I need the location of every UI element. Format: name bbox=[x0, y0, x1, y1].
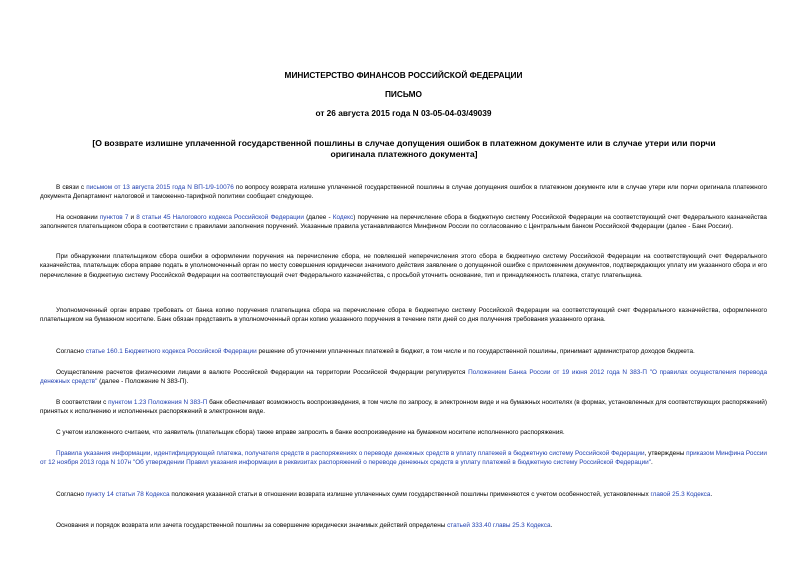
text: Осуществление расчетов физическими лицами в валюте Российской Федерации на территории Российской Федерации регулируется bbox=[56, 369, 469, 376]
paragraph-5 bbox=[40, 347, 767, 356]
text: банк обеспечивает возможность воспроизведения, в том числе по запросу, в электронном виде и на бумажных носителях (в формах, установленных для соответствующих распоряжений) принятых к исполнению и исполненных распоряжений в электронном виде. bbox=[40, 399, 767, 416]
paragraph-10 bbox=[40, 490, 767, 499]
text: решение об уточнении уплаченных платежей в бюджет, в том числе и по государственной пошлины, принимает администратор доходов бюджета. bbox=[256, 348, 695, 355]
link-chapter-25-3[interactable]: главой 25.3 Кодекса bbox=[650, 491, 711, 498]
paragraph-9 bbox=[40, 449, 767, 468]
text: ) поручение на перечисление сбора в бюджетную систему Российской Федерации на соответствующий счет Федерального казначейства заполняется плательщиком сбора в соответствии с правилами заполнения поручений. Указанные правила устанавливаются Минфином России по согласованию с Центральным банком Российской Федерации (далее - Банк России). bbox=[40, 214, 767, 231]
text: положения указанной статьи в отношении возврата излишне уплаченных сумм государственной пошлины применяются с учетом особенностей, установленных bbox=[169, 491, 651, 498]
text: При обнаружении плательщиком сбора ошибки в оформлении поручения на перечисление сбора, не повлекшей неперечисления этого сбора в бюджетную систему Российской Федерации на соответствующий счет Федерального казначейства, плательщик сбора вправе подать в уполномоченный орган по месту совершения юридически значимого действия заявление о допущенной ошибке с приложением документов, подтверждающих уплату им указанного сбора и его перечисление в бюджетную систему Российской Федерации на соответствующий счет Федерального казначейства, с просьбой уточнить основание, тип и принадлежность платежа, статус плательщика. bbox=[40, 253, 767, 279]
paragraph-6 bbox=[40, 368, 767, 387]
text: На основании bbox=[56, 214, 100, 221]
text: В связи с bbox=[56, 184, 87, 191]
link-article-333-40[interactable]: статьей 333.40 главы 25.3 Кодекса bbox=[447, 522, 551, 529]
text: по вопросу возврата излишне уплаченной государственной пошлины в случае допущения ошибок в платежном документе или в случае утери или порчи оригинала платежного документа Департамент налоговой и таможенно-тарифной политики сообщает следующее. bbox=[40, 184, 767, 201]
text: Согласно bbox=[56, 348, 86, 355]
paragraph-3 bbox=[40, 252, 767, 280]
link-payment-info-rules[interactable]: Правила указания информации, идентифицирующей платежа, получателя средств в распоряжениях о переводе денежных средств в уплату платежей в бюджетную систему Российской Федерации bbox=[56, 450, 645, 457]
text: (далее - bbox=[303, 214, 333, 221]
doc-type-title: ПИСЬМО bbox=[384, 89, 423, 99]
text: (далее - Положение N 383-П). bbox=[97, 378, 189, 386]
link-code[interactable]: Кодекс bbox=[332, 214, 354, 221]
link-clause-7[interactable]: пунктов 7 bbox=[99, 214, 129, 221]
ministry-title: МИНИСТЕРСТВО ФИНАНСОВ РОССИЙСКОЙ ФЕДЕРАЦИИ bbox=[284, 70, 523, 80]
paragraph-2 bbox=[40, 213, 767, 232]
link-letter-vp-1-9-10076[interactable]: письмом от 13 августа 2015 года N ВП-1/9-10076 bbox=[86, 184, 234, 191]
paragraph-1 bbox=[40, 183, 767, 202]
text: . bbox=[710, 491, 713, 498]
link-article-45-tax-code[interactable]: 8 статьи 45 Налогового кодекса Российской Федерации bbox=[136, 214, 304, 221]
text: Согласно bbox=[56, 491, 86, 498]
link-clause-14-article-78[interactable]: пункту 14 статьи 78 Кодекса bbox=[85, 491, 170, 498]
text: . bbox=[550, 522, 553, 529]
text: С учетом изложенного считаем, что заявитель (плательщик сбора) также вправе запросить в банке воспроизведение на бумажном носителе исполненного распоряжения. bbox=[56, 429, 565, 436]
paragraph-4 bbox=[40, 306, 767, 325]
text: Основания и порядок возврата или зачета государственной пошлины за совершение юридически значимых действий определены bbox=[56, 522, 448, 529]
text: . bbox=[650, 459, 653, 467]
link-regulation-383-p[interactable]: Положением Банка России от 19 июня 2012 года N 383-П "О правилах осуществления перевода денежных средств" bbox=[40, 369, 767, 386]
text: и bbox=[128, 214, 137, 221]
text: Уполномоченный орган вправе требовать от банка копию поручения плательщика сбора на перечисление сбора в бюджетную систему Российской Федерации на соответствующий счет Федерального казначейства, оформленного плательщиком на бумажном носителе. Банк обязан представить в уполномоченный орган копию указанного поручения в течение пяти дней со дня получения требования указанного органа. bbox=[40, 307, 767, 324]
text: , утверждены bbox=[644, 450, 687, 457]
link-order-107n[interactable]: приказом Минфина России от 12 ноября 2013 года N 107н "Об утверждении Правил указания информации в реквизитах распоряжений о переводе денежных средств в уплату платежей в бюджетную систему Российской Федерации" bbox=[40, 450, 767, 467]
paragraph-8 bbox=[40, 428, 767, 437]
paragraph-7 bbox=[40, 398, 767, 417]
letter-subject: [О возврате излишне уплаченной государственной пошлины в случае допущения ошибок в платежном документе или в случае утери или порчи оригинала платежного документа] bbox=[92, 138, 716, 159]
doc-date-number: от 26 августа 2015 года N 03-05-04-03/49039 bbox=[315, 108, 492, 118]
link-clause-1-23-regulation-383-p[interactable]: пунктом 1.23 Положения N 383-П bbox=[108, 399, 208, 406]
link-article-160-1-budget-code[interactable]: статье 160.1 Бюджетного кодекса Российской Федерации bbox=[85, 348, 257, 355]
paragraph-11 bbox=[40, 521, 767, 530]
text: В соответствии с bbox=[56, 399, 109, 406]
